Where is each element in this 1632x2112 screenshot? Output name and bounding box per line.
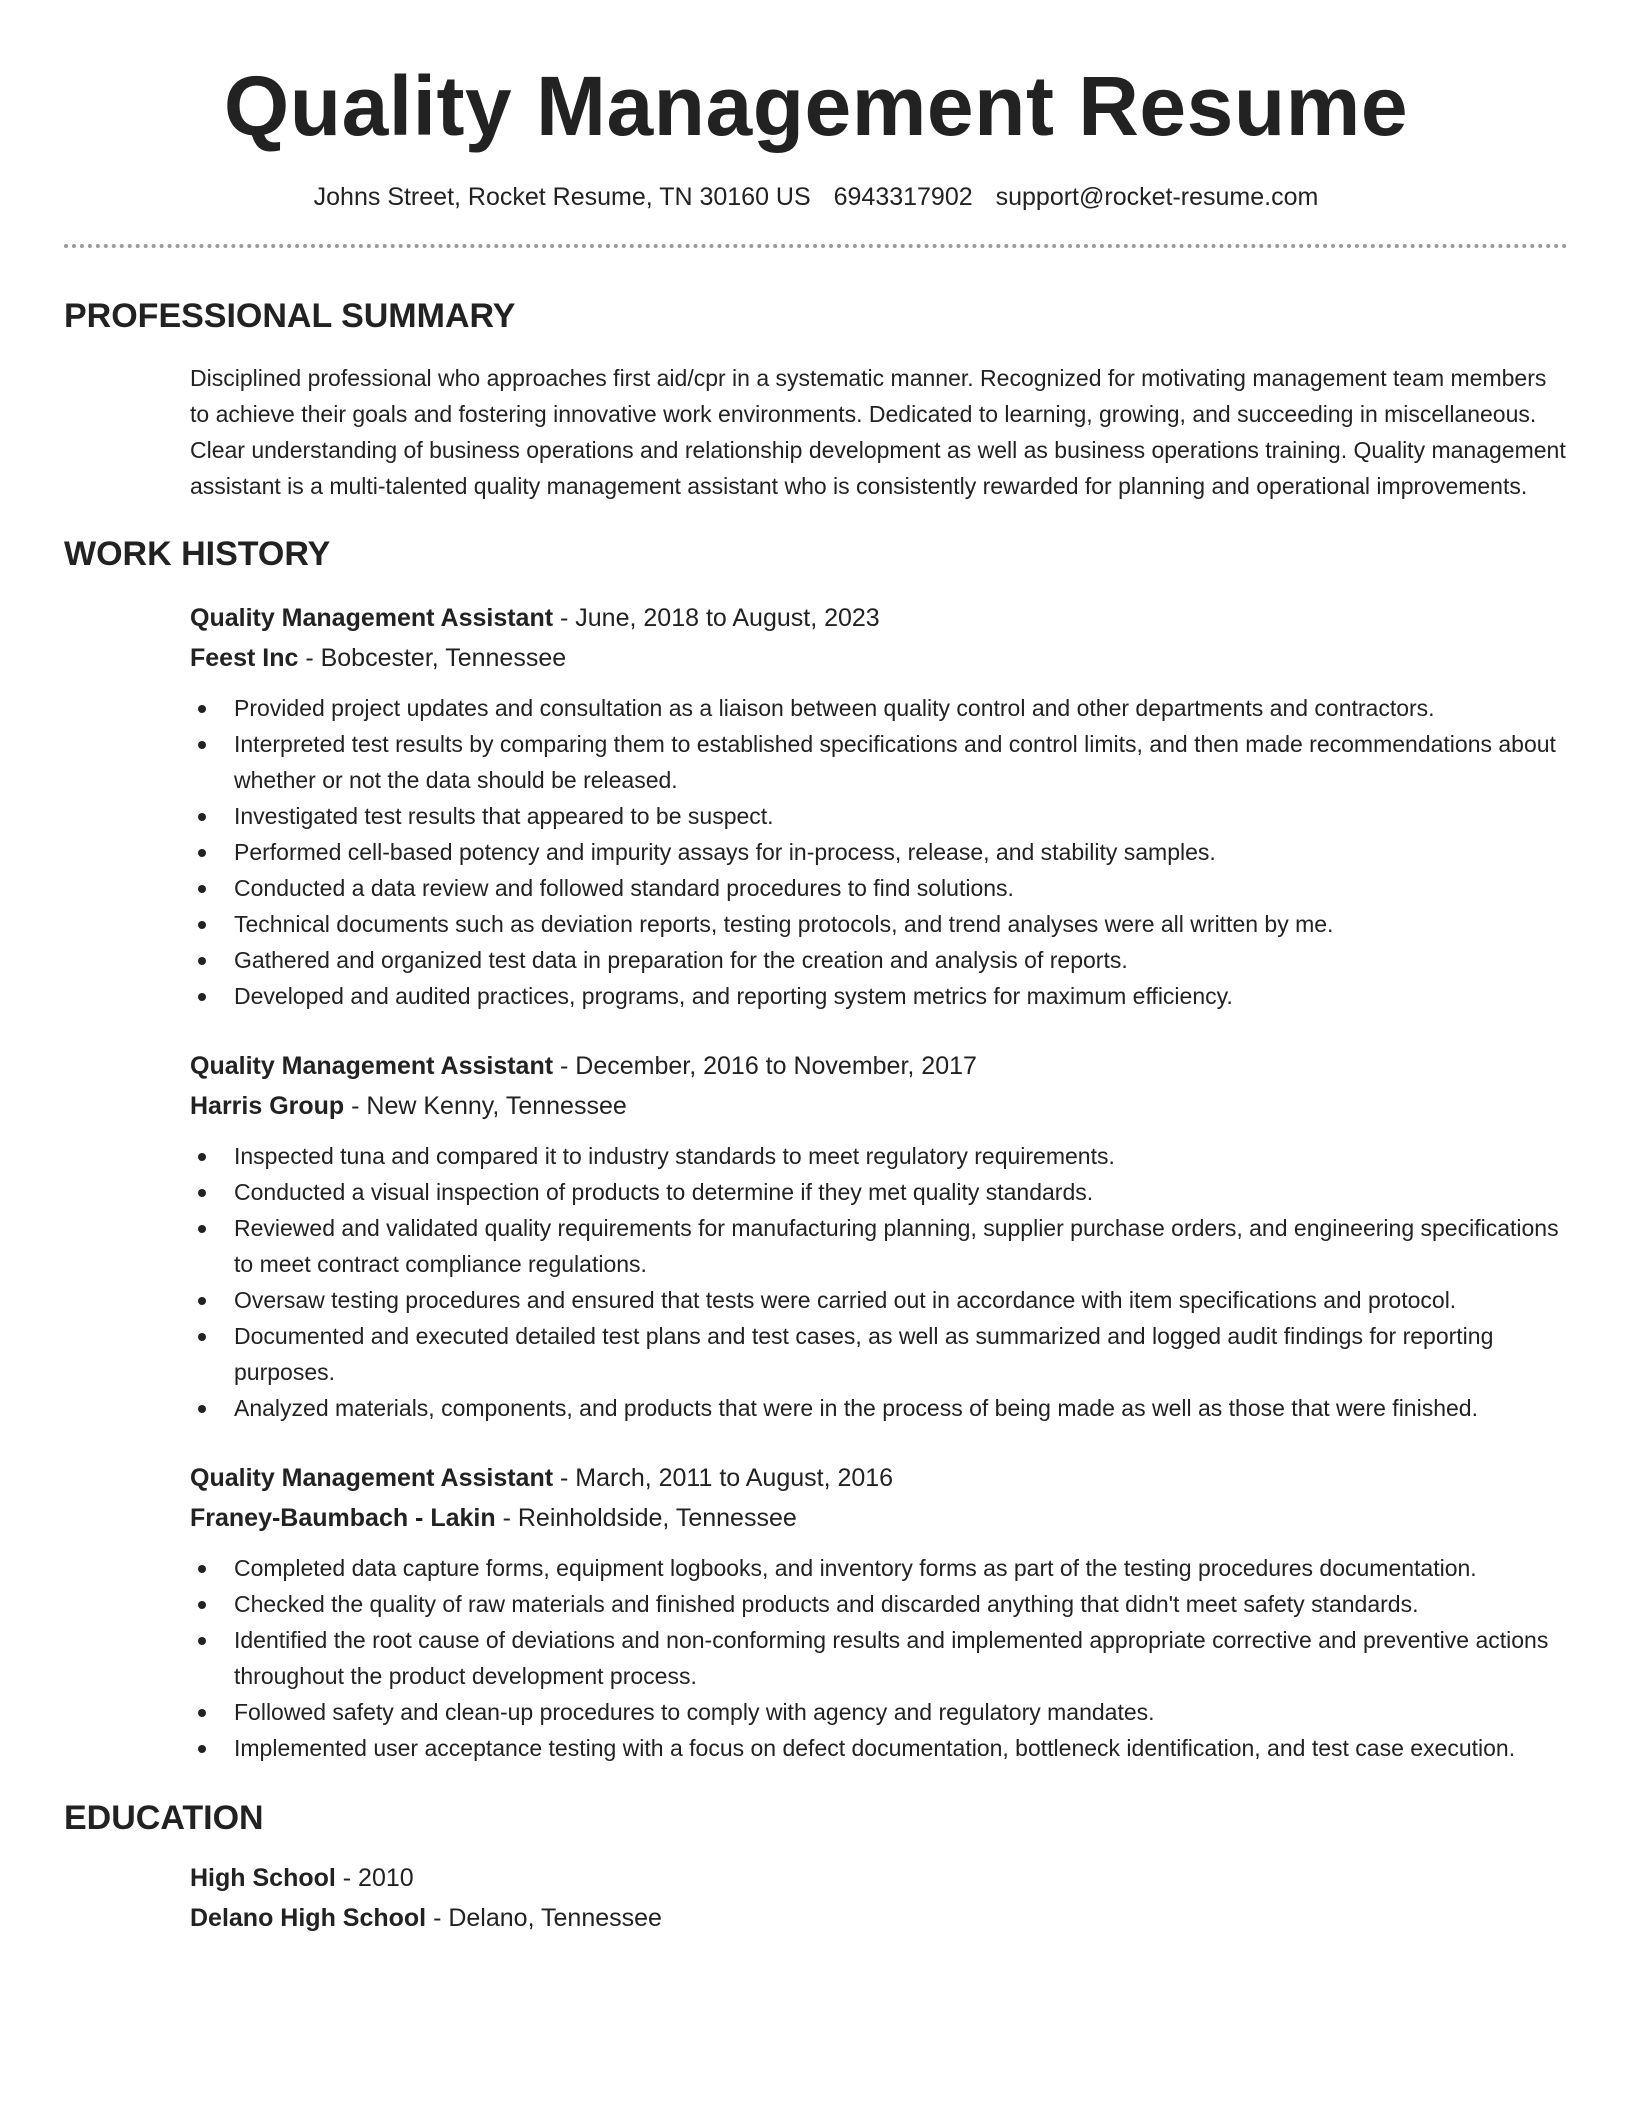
section-title-education: EDUCATION — [64, 1799, 264, 1837]
bullet-item: Identified the root cause of deviations and non-conforming results and implemented appropriate corrective and preventive actions throughout the product development process. — [190, 1622, 1568, 1694]
bullet-item: Completed data capture forms, equipment logbooks, and inventory forms as part of the testing procedures documentation. — [190, 1550, 1568, 1586]
school-location: - Delano, Tennessee — [426, 1904, 662, 1932]
job-entry — [190, 1458, 1568, 1766]
job-dates: - December, 2016 to November, 2017 — [553, 1052, 977, 1080]
job-bullets — [190, 1138, 1568, 1426]
education-entry — [190, 1858, 1568, 1938]
job-entry — [190, 598, 1568, 1014]
job-title-line — [190, 1046, 1568, 1086]
bullet-item: Gathered and organized test data in preparation for the creation and analysis of reports. — [190, 942, 1568, 978]
bullet-item: Conducted a visual inspection of products to determine if they met quality standards. — [190, 1174, 1568, 1210]
section-title-summary: PROFESSIONAL SUMMARY — [64, 297, 516, 335]
bullet-item: Technical documents such as deviation reports, testing protocols, and trend analyses were all written by me. — [190, 906, 1568, 942]
job-role: Quality Management Assistant — [190, 1052, 554, 1080]
company-name: Harris Group — [190, 1092, 345, 1120]
degree: High School — [190, 1864, 336, 1892]
company-location: - New Kenny, Tennessee — [344, 1092, 627, 1120]
header-divider — [64, 244, 1568, 248]
job-title-line — [190, 598, 1568, 638]
bullet-item: Checked the quality of raw materials and finished products and discarded anything that didn't meet safety standards. — [190, 1586, 1568, 1622]
company-name: Franey-Baumbach - Lakin — [190, 1504, 496, 1532]
degree-line — [190, 1858, 1568, 1898]
bullet-item: Provided project updates and consultation as a liaison between quality control and other departments and contractors. — [190, 690, 1568, 726]
job-bullets — [190, 690, 1568, 1014]
company-line — [190, 638, 1568, 678]
bullet-item: Oversaw testing procedures and ensured that tests were carried out in accordance with item specifications and protocol. — [190, 1282, 1568, 1318]
job-role: Quality Management Assistant — [190, 604, 554, 632]
company-line — [190, 1086, 1568, 1126]
school-name: Delano High School — [190, 1904, 427, 1932]
job-role: Quality Management Assistant — [190, 1464, 554, 1492]
school-line — [190, 1898, 1568, 1938]
section-title-work-history: WORK HISTORY — [64, 535, 331, 573]
company-location: - Bobcester, Tennessee — [298, 644, 567, 672]
bullet-item: Implemented user acceptance testing with a focus on defect documentation, bottleneck identification, and test case execution. — [190, 1730, 1568, 1766]
job-dates: - June, 2018 to August, 2023 — [553, 604, 880, 632]
job-entry — [190, 1046, 1568, 1426]
bullet-item: Interpreted test results by comparing them to established specifications and control limits, and then made recommendations about whether or not the data should be released. — [190, 726, 1568, 798]
bullet-item: Documented and executed detailed test plans and test cases, as well as summarized and logged audit findings for reporting purposes. — [190, 1318, 1568, 1390]
contact-line — [64, 180, 1568, 214]
job-title-line — [190, 1458, 1568, 1498]
graduation-year: - 2010 — [335, 1864, 414, 1892]
bullet-item: Reviewed and validated quality requirements for manufacturing planning, supplier purchase orders, and engineering specifications to meet contract compliance regulations. — [190, 1210, 1568, 1282]
bullet-item: Inspected tuna and compared it to industry standards to meet regulatory requirements. — [190, 1138, 1568, 1174]
bullet-item: Followed safety and clean-up procedures to comply with agency and regulatory mandates. — [190, 1694, 1568, 1730]
phone: 6943317902 — [833, 183, 973, 211]
bullet-item: Developed and audited practices, programs, and reporting system metrics for maximum efficiency. — [190, 978, 1568, 1014]
bullet-item: Conducted a data review and followed standard procedures to find solutions. — [190, 870, 1568, 906]
bullet-item: Investigated test results that appeared to be suspect. — [190, 798, 1568, 834]
bullet-item: Analyzed materials, components, and products that were in the process of being made as well as those that were finished. — [190, 1390, 1568, 1426]
bullet-item: Performed cell-based potency and impurity assays for in-process, release, and stability samples. — [190, 834, 1568, 870]
email: support@rocket-resume.com — [995, 183, 1319, 211]
company-location: - Reinholdside, Tennessee — [495, 1504, 797, 1532]
summary-text: Disciplined professional who approaches first aid/cpr in a systematic manner. Recognized for motivating management team members to achieve their goals and fostering innovative work environments. Dedicated to learning, growing, and succeeding in miscellaneous. Clear understanding of business operations and relationship development as well as business operations training. Quality management assistant is a multi-talented quality management assistant who is consistently rewarded for planning and operational improvements. — [190, 365, 1566, 499]
address: Johns Street, Rocket Resume, TN 30160 US — [313, 183, 811, 211]
company-line — [190, 1498, 1568, 1538]
job-dates: - March, 2011 to August, 2016 — [553, 1464, 894, 1492]
resume-title: Quality Management Resume — [223, 59, 1409, 153]
job-bullets — [190, 1550, 1568, 1766]
company-name: Feest Inc — [190, 644, 299, 672]
